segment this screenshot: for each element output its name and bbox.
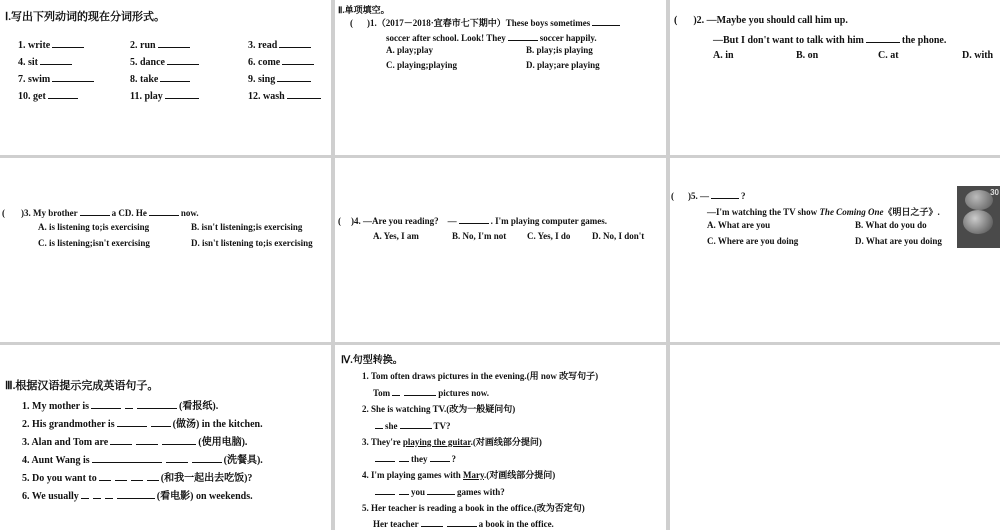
transform-a3: they ? (373, 452, 456, 464)
q1-option-a: A. play;play (386, 45, 434, 55)
item-6: 6. come (248, 55, 316, 68)
sentence-2: 2. His grandmother is (做汤) in the kitchen. (22, 419, 263, 430)
transform-q4: 4. I'm playing games with Mary.(对画线部分提问) (362, 470, 556, 480)
transform-a5: Her teacher a book in the office. (373, 519, 554, 529)
q2-line1: ( )2. —Maybe you should call him up. (674, 15, 848, 26)
q3-option-c: C. is listening;isn't exercising (38, 238, 150, 248)
transform-q1: 1. Tom often draws pictures in the evening.(用 now 改写句子) (362, 371, 599, 381)
transform-a1: Tom pictures now. (373, 388, 490, 398)
q5-option-b: B. What do you do (855, 220, 927, 230)
item-11: 11. play (130, 89, 201, 102)
sentence-1: 1. My mother is (看报纸). (22, 401, 219, 412)
item-1: 1. write (18, 38, 86, 51)
item-10: 10. get (18, 89, 80, 102)
q4-option-a: A. Yes, I am (373, 231, 419, 241)
item-4: 4. sit (18, 55, 74, 68)
transform-q5: 5. Her teacher is reading a book in the office.(改为否定句) (362, 503, 585, 513)
transform-q2: 2. She is watching TV.(改为一般疑问句) (362, 404, 516, 414)
section-title-3: Ⅲ.根据汉语提示完成英语句子。 (5, 380, 159, 392)
item-8: 8. take (130, 72, 192, 85)
q5-line2: —I'm watching the TV show The Coming One《明日之子》. (707, 207, 940, 217)
q4-line1: ( )4. —Are you reading? — . I'm playing computer games. (338, 216, 608, 226)
q1-option-d: D. play;are playing (526, 60, 600, 70)
q2-option-c: C. at (878, 50, 899, 61)
q2-option-a: A. in (713, 50, 734, 61)
transform-a4: you games with? (373, 485, 505, 497)
q3-line1: ( )3. My brother a CD. He now. (2, 208, 199, 218)
item-5: 5. dance (130, 55, 201, 68)
q5-option-a: A. What are you (707, 220, 771, 230)
panel-sentence-transformation (335, 345, 666, 530)
panel-verb-forms (0, 0, 331, 155)
q3-option-d: D. isn't listening to;is exercising (191, 238, 313, 248)
sentence-4: 4. Aunt Wang is (洗餐具). (22, 455, 263, 466)
q1-line2: soccer after school. Look! They soccer happily. (386, 33, 597, 43)
sentence-3: 3. Alan and Tom are (使用电脑). (22, 437, 248, 448)
item-9: 9. sing (248, 72, 313, 85)
section-title-2: Ⅱ.单项填空。 (338, 5, 390, 15)
q3-option-b: B. isn't listening;is exercising (191, 222, 303, 232)
q1-line1: ( )1.（2017－2018·宜春市七下期中）These boys sometimes (350, 16, 622, 29)
panel-empty (670, 345, 1000, 530)
item-3: 3. read (248, 38, 313, 51)
q4-option-d: D. No, I don't (592, 231, 645, 241)
tv-show-poster-image (957, 186, 1000, 248)
panel-single-choice-4 (335, 158, 666, 342)
poster-sphere-bottom (963, 210, 993, 234)
q1-option-b: B. play;is playing (526, 45, 593, 55)
transform-q3: 3. They're playing the guitar.(对画线部分提问) (362, 437, 542, 447)
q2-option-b: B. on (796, 50, 819, 61)
q1-option-c: C. playing;playing (386, 60, 458, 70)
transform-a2: she TV? (373, 419, 451, 431)
q5-line1: ( )5. — ? (671, 191, 746, 201)
q3-option-a: A. is listening to;is exercising (38, 222, 150, 232)
q4-option-c: C. Yes, I do (527, 231, 571, 241)
q2-line2: —But I don't want to talk with him the phone. (713, 35, 947, 46)
q5-option-d: D. What are you doing (855, 236, 942, 246)
item-7: 7. swim (18, 72, 96, 85)
item-12: 12. wash (248, 89, 323, 102)
poster-sphere-top (965, 190, 993, 210)
section-title-1: Ⅰ.写出下列动词的现在分词形式。 (5, 11, 165, 23)
panel-single-choice-1 (335, 0, 666, 155)
panel-single-choice-3 (0, 158, 331, 342)
panel-single-choice-5 (670, 158, 1000, 342)
q4-option-b: B. No, I'm not (452, 231, 507, 241)
panel-single-choice-2 (670, 0, 1000, 155)
poster-number: 30 (990, 188, 999, 197)
panel-complete-sentences (0, 345, 331, 530)
q2-option-d: D. with (962, 50, 994, 61)
section-title-4: Ⅳ.句型转换。 (341, 355, 403, 366)
sentence-5: 5. Do you want to (和我一起出去吃饭)? (22, 473, 253, 484)
item-2: 2. run (130, 38, 192, 51)
sentence-6: 6. We usually (看电影) on weekends. (22, 491, 253, 502)
q5-option-c: C. Where are you doing (707, 236, 799, 246)
